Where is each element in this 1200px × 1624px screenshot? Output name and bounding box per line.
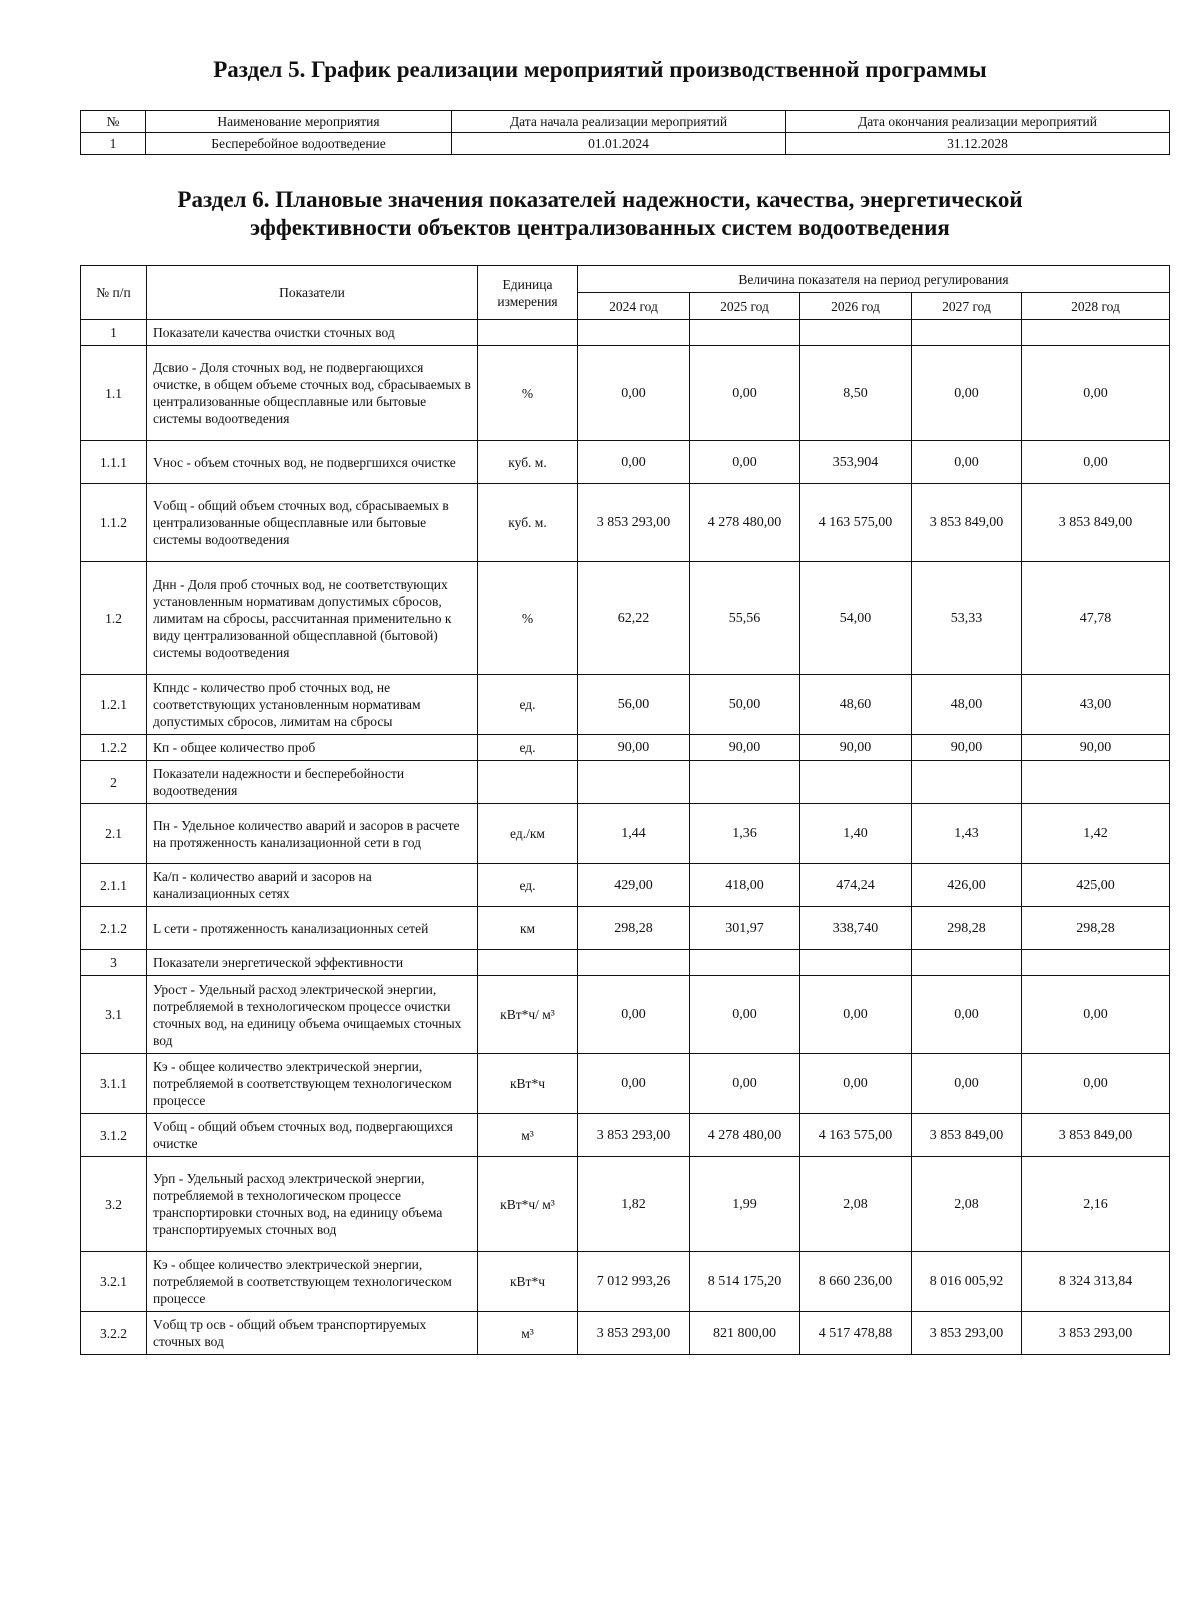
indicator-value (690, 320, 800, 346)
schedule-header-cell: Дата окончания реализации мероприятий (786, 111, 1170, 133)
indicator-value: 0,00 (1022, 976, 1170, 1054)
indicator-value: 48,00 (912, 675, 1022, 735)
indicator-value: 3 853 849,00 (1022, 1114, 1170, 1157)
indicator-value: 90,00 (1022, 735, 1170, 761)
indicator-unit (478, 320, 578, 346)
indicator-unit (478, 950, 578, 976)
header-year: 2027 год (912, 293, 1022, 320)
indicator-value: 53,33 (912, 562, 1022, 675)
indicator-name: Пн - Удельное количество аварий и засоров в расчете на протяженность канализационной сети в год (147, 804, 478, 864)
indicator-value: 50,00 (690, 675, 800, 735)
indicator-code: 2.1.2 (81, 907, 147, 950)
indicator-value (578, 320, 690, 346)
indicator-value: 8,50 (800, 346, 912, 441)
indicator-value (690, 761, 800, 804)
indicator-value: 3 853 849,00 (1022, 484, 1170, 562)
indicator-row (81, 562, 1170, 675)
indicator-code: 3.1.2 (81, 1114, 147, 1157)
indicator-row (81, 864, 1170, 907)
section6-title (0, 186, 1200, 242)
indicator-value (578, 761, 690, 804)
indicator-unit: кВт*ч (478, 1252, 578, 1312)
indicator-name: Днн - Доля проб сточных вод, не соответствующих установленным нормативам допустимых сбросов, лимитам на сбросы, рассчитанная применительно к виду централизованной общесплавной (бытовой) системы водоотведения (147, 562, 478, 675)
indicator-code: 1 (81, 320, 147, 346)
indicator-row (81, 976, 1170, 1054)
indicator-value: 0,00 (912, 1054, 1022, 1114)
indicator-value: 3 853 293,00 (578, 1312, 690, 1355)
section6-title-line1: Раздел 6. Плановые значения показателей надежности, качества, энергетической (177, 187, 1023, 212)
indicator-value: 425,00 (1022, 864, 1170, 907)
indicator-name: Vобщ - общий объем сточных вод, сбрасываемых в централизованные общесплавные или бытовые системы водоотведения (147, 484, 478, 562)
indicator-value: 8 514 175,20 (690, 1252, 800, 1312)
header-year: 2024 год (578, 293, 690, 320)
indicator-code: 2 (81, 761, 147, 804)
indicator-value: 47,78 (1022, 562, 1170, 675)
header-num: № п/п (81, 266, 147, 320)
indicator-unit: % (478, 562, 578, 675)
indicator-code: 3.2.1 (81, 1252, 147, 1312)
indicator-name: Урп - Удельный расход электрической энергии, потребляемой в технологическом процессе транспортировки сточных вод, на единицу объема транспортируемых сточных вод (147, 1157, 478, 1252)
indicator-name: Vобщ - общий объем сточных вод, подвергающихся очистке (147, 1114, 478, 1157)
schedule-cell: 01.01.2024 (452, 133, 786, 155)
indicator-unit: кВт*ч/ м³ (478, 976, 578, 1054)
indicator-value: 90,00 (800, 735, 912, 761)
indicator-name: Vнос - объем сточных вод, не подвергшихся очистке (147, 441, 478, 484)
indicator-code: 1.2.1 (81, 675, 147, 735)
indicator-code: 2.1.1 (81, 864, 147, 907)
indicator-code: 3 (81, 950, 147, 976)
indicator-value: 8 324 313,84 (1022, 1252, 1170, 1312)
indicator-code: 3.2.2 (81, 1312, 147, 1355)
schedule-row (81, 133, 1170, 155)
indicator-value: 55,56 (690, 562, 800, 675)
schedule-cell: 1 (81, 133, 146, 155)
indicator-unit (478, 761, 578, 804)
indicator-value: 43,00 (1022, 675, 1170, 735)
schedule-cell: 31.12.2028 (786, 133, 1170, 155)
indicator-code: 1.1.1 (81, 441, 147, 484)
indicator-value: 4 278 480,00 (690, 484, 800, 562)
indicator-value: 3 853 849,00 (912, 484, 1022, 562)
indicators-header-row (81, 266, 1170, 293)
indicator-value: 1,42 (1022, 804, 1170, 864)
indicator-row (81, 1054, 1170, 1114)
indicator-row (81, 1312, 1170, 1355)
indicator-unit: кВт*ч/ м³ (478, 1157, 578, 1252)
indicator-value: 54,00 (800, 562, 912, 675)
indicator-value: 0,00 (690, 976, 800, 1054)
indicator-name: Vобщ тр осв - общий объем транспортируемых сточных вод (147, 1312, 478, 1355)
schedule-table (80, 110, 1170, 155)
indicator-value: 298,28 (1022, 907, 1170, 950)
indicator-code: 3.1.1 (81, 1054, 147, 1114)
indicator-value: 0,00 (800, 976, 912, 1054)
indicator-value: 0,00 (690, 346, 800, 441)
header-indicators: Показатели (147, 266, 478, 320)
indicator-name: Кп - общее количество проб (147, 735, 478, 761)
indicator-value: 90,00 (690, 735, 800, 761)
indicator-value: 56,00 (578, 675, 690, 735)
indicator-row (81, 675, 1170, 735)
indicator-unit: % (478, 346, 578, 441)
indicator-code: 1.2.2 (81, 735, 147, 761)
indicator-value: 426,00 (912, 864, 1022, 907)
schedule-header-row (81, 111, 1170, 133)
indicator-value (690, 950, 800, 976)
indicator-name: Показатели надежности и бесперебойности водоотведения (147, 761, 478, 804)
indicator-value: 0,00 (1022, 441, 1170, 484)
indicator-code: 1.1 (81, 346, 147, 441)
indicator-row (81, 320, 1170, 346)
indicator-value: 474,24 (800, 864, 912, 907)
indicator-value: 4 163 575,00 (800, 1114, 912, 1157)
indicators-table (80, 265, 1170, 1355)
indicator-value: 0,00 (690, 441, 800, 484)
indicator-value: 0,00 (1022, 346, 1170, 441)
indicator-value: 4 517 478,88 (800, 1312, 912, 1355)
indicator-value: 418,00 (690, 864, 800, 907)
indicator-value: 0,00 (912, 346, 1022, 441)
indicator-row (81, 441, 1170, 484)
indicator-row (81, 761, 1170, 804)
section6-title-line2: эффективности объектов централизованных систем водоотведения (250, 215, 950, 240)
indicator-value: 2,16 (1022, 1157, 1170, 1252)
header-year: 2028 год (1022, 293, 1170, 320)
indicator-value: 301,97 (690, 907, 800, 950)
indicator-value: 3 853 293,00 (1022, 1312, 1170, 1355)
indicator-name: L сети - протяженность канализационных сетей (147, 907, 478, 950)
indicator-value (912, 950, 1022, 976)
indicator-unit: м³ (478, 1312, 578, 1355)
indicator-name: Кэ - общее количество электрической энергии, потребляемой в соответствующем технологическом процессе (147, 1252, 478, 1312)
indicator-row (81, 804, 1170, 864)
indicator-unit: куб. м. (478, 484, 578, 562)
indicator-unit: куб. м. (478, 441, 578, 484)
indicator-value: 298,28 (578, 907, 690, 950)
indicator-name: Дсвио - Доля сточных вод, не подвергающихся очистке, в общем объеме сточных вод, сбрасываемых в централизованные общесплавные или бытовые системы водоотведения (147, 346, 478, 441)
indicator-value: 3 853 293,00 (578, 1114, 690, 1157)
indicator-value: 429,00 (578, 864, 690, 907)
indicator-code: 1.1.2 (81, 484, 147, 562)
indicator-value (912, 320, 1022, 346)
indicator-value: 1,99 (690, 1157, 800, 1252)
indicator-value: 1,82 (578, 1157, 690, 1252)
indicator-value: 8 016 005,92 (912, 1252, 1022, 1312)
indicator-value: 0,00 (912, 976, 1022, 1054)
schedule-header-cell: Дата начала реализации мероприятий (452, 111, 786, 133)
indicator-row (81, 1114, 1170, 1157)
indicator-value: 821 800,00 (690, 1312, 800, 1355)
indicator-value: 0,00 (912, 441, 1022, 484)
indicator-unit: ед. (478, 675, 578, 735)
header-year: 2025 год (690, 293, 800, 320)
indicator-code: 3.1 (81, 976, 147, 1054)
indicator-name: Показатели качества очистки сточных вод (147, 320, 478, 346)
indicator-value: 3 853 293,00 (912, 1312, 1022, 1355)
header-period: Величина показателя на период регулирования (578, 266, 1170, 293)
indicator-value: 90,00 (912, 735, 1022, 761)
indicator-value: 1,44 (578, 804, 690, 864)
indicator-value (1022, 320, 1170, 346)
indicator-value: 1,36 (690, 804, 800, 864)
indicator-unit: ед./км (478, 804, 578, 864)
indicator-value: 90,00 (578, 735, 690, 761)
indicator-unit: ед. (478, 735, 578, 761)
indicator-value: 0,00 (578, 976, 690, 1054)
indicator-unit: кВт*ч (478, 1054, 578, 1114)
section5-title: Раздел 5. График реализации мероприятий производственной программы (213, 57, 987, 82)
indicator-value (1022, 950, 1170, 976)
indicator-value: 8 660 236,00 (800, 1252, 912, 1312)
indicator-name: Кэ - общее количество электрической энергии, потребляемой в соответствующем технологическом процессе (147, 1054, 478, 1114)
indicator-unit: м³ (478, 1114, 578, 1157)
indicator-row (81, 735, 1170, 761)
indicator-value: 0,00 (578, 1054, 690, 1114)
indicator-value: 48,60 (800, 675, 912, 735)
header-unit: Единица измерения (478, 266, 578, 320)
indicator-row (81, 484, 1170, 562)
indicator-row (81, 1157, 1170, 1252)
indicator-value: 1,40 (800, 804, 912, 864)
indicator-value: 0,00 (690, 1054, 800, 1114)
indicator-value: 7 012 993,26 (578, 1252, 690, 1312)
indicator-value (800, 950, 912, 976)
indicator-unit: ед. (478, 864, 578, 907)
schedule-header-cell: № (81, 111, 146, 133)
indicator-value: 2,08 (800, 1157, 912, 1252)
indicator-name: Кпндс - количество проб сточных вод, не соответствующих установленным нормативам допустимых сбросов, лимитам на сбросы (147, 675, 478, 735)
header-year: 2026 год (800, 293, 912, 320)
indicator-value (1022, 761, 1170, 804)
indicator-row (81, 346, 1170, 441)
indicator-value: 0,00 (578, 441, 690, 484)
indicator-value: 0,00 (578, 346, 690, 441)
indicator-value: 62,22 (578, 562, 690, 675)
indicator-name: Показатели энергетической эффективности (147, 950, 478, 976)
indicator-value: 298,28 (912, 907, 1022, 950)
indicator-value (800, 761, 912, 804)
indicator-value (800, 320, 912, 346)
indicator-value: 3 853 293,00 (578, 484, 690, 562)
indicator-value (578, 950, 690, 976)
indicator-row (81, 950, 1170, 976)
indicator-value: 338,740 (800, 907, 912, 950)
indicator-value: 4 278 480,00 (690, 1114, 800, 1157)
indicator-value: 1,43 (912, 804, 1022, 864)
schedule-header-cell: Наименование мероприятия (146, 111, 452, 133)
indicator-value (912, 761, 1022, 804)
indicator-row (81, 1252, 1170, 1312)
indicator-name: Ка/п - количество аварий и засоров на канализационных сетях (147, 864, 478, 907)
indicator-code: 3.2 (81, 1157, 147, 1252)
indicator-value: 2,08 (912, 1157, 1022, 1252)
indicator-row (81, 907, 1170, 950)
schedule-cell: Бесперебойное водоотведение (146, 133, 452, 155)
indicator-code: 1.2 (81, 562, 147, 675)
indicator-unit: км (478, 907, 578, 950)
indicator-value: 353,904 (800, 441, 912, 484)
indicator-value: 3 853 849,00 (912, 1114, 1022, 1157)
indicator-name: Урост - Удельный расход электрической энергии, потребляемой в технологическом процессе очистки сточных вод, на единицу объема очищаемых сточных вод (147, 976, 478, 1054)
indicator-value: 0,00 (800, 1054, 912, 1114)
indicator-value: 4 163 575,00 (800, 484, 912, 562)
indicator-value: 0,00 (1022, 1054, 1170, 1114)
indicator-code: 2.1 (81, 804, 147, 864)
